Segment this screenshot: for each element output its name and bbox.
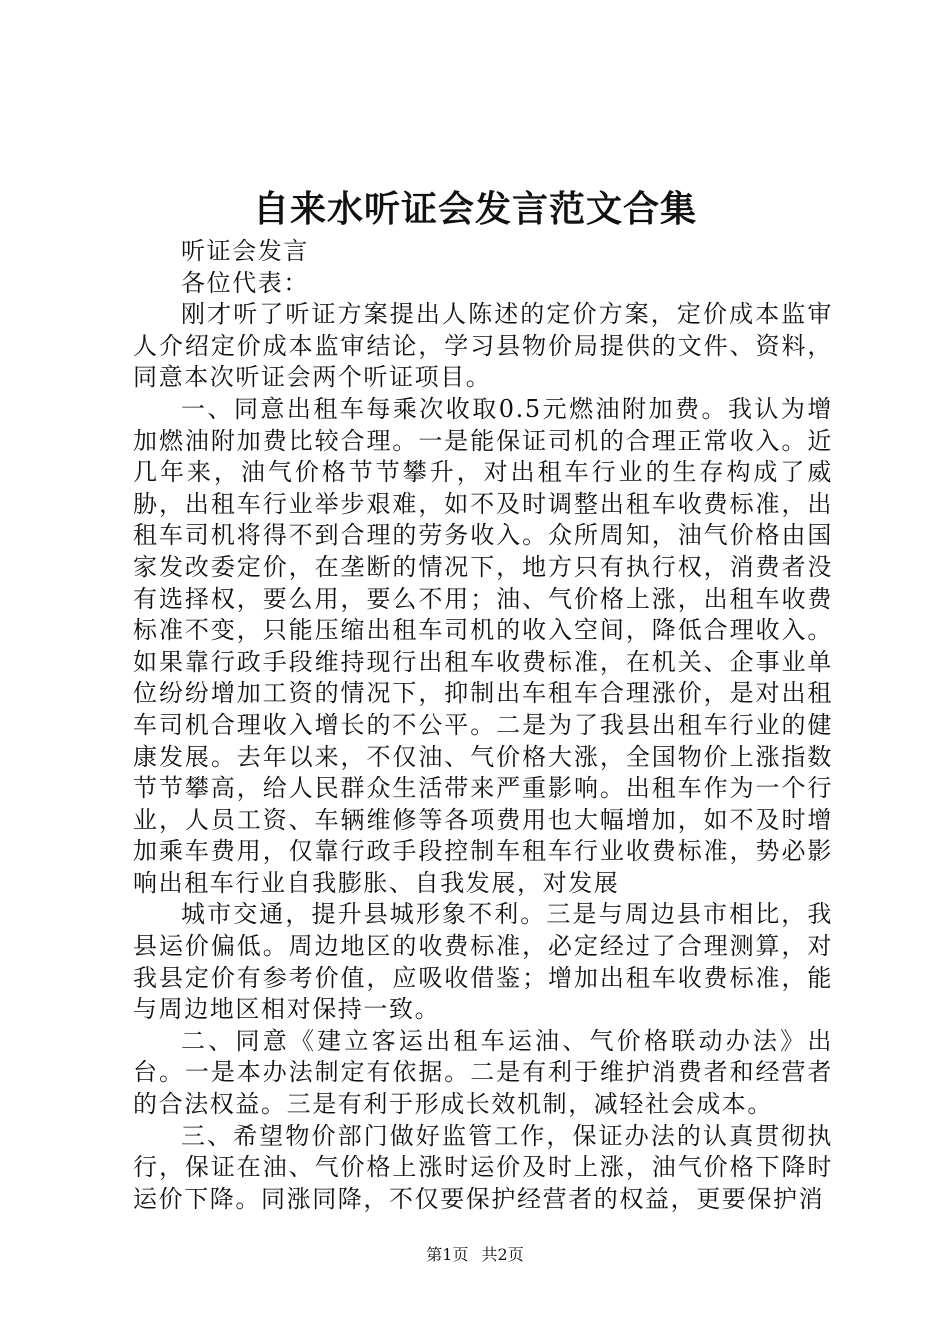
- document-title: 自来水听证会发言范文合集: [252, 188, 697, 230]
- page-total: 共2页: [481, 1245, 524, 1264]
- paragraph: 刚才听了听证方案提出人陈述的定价方案，定价成本监审人介绍定价成本监审结论，学习县物价局提供的文件、资料，同意本次听证会两个听证项目。: [133, 300, 833, 392]
- page-number: 第1页: [426, 1245, 469, 1264]
- page-footer: [0, 1243, 950, 1267]
- paragraph: 听证会发言: [181, 237, 309, 265]
- paragraph: 三、希望物价部门做好监管工作，保证办法的认真贯彻执行，保证在油、气价格上涨时运价及时上涨，油气价格下降时运价下降。同涨同降，不仅要保护经营者的权益，更要保护消: [133, 1121, 833, 1213]
- document-body: [133, 236, 833, 1215]
- paragraph: 各位代表：: [181, 268, 309, 297]
- paragraph: 城市交通，提升县城形象不利。三是与周边县市相比，我县运价偏低。周边地区的收费标准，必定经过了合理测算，对我县定价有参考价值，应吸收借鉴；增加出租车收费标准，能与周边地区相对保持一致。: [133, 900, 833, 1024]
- paragraph: 一、同意出租车每乘次收取0.5元燃油附加费。我认为增加燃油附加费比较合理。一是能保证司机的合理正常收入。近几年来，油气价格节节攀升，对出租车行业的生存构成了威胁，出租车行业举步艰难，如不及时调整出租车收费标准，出租车司机将得不到合理的劳务收入。众所周知，油气价格由国家发改委定价，在垄断的情况下，地方只有执行权，消费者没有选择权，要么用，要么不用；油、气价格上涨，出租车收费标准不变，只能压缩出租车司机的收入空间，降低合理收入。如果靠行政手段维持现行出租车收费标准，在机关、企事业单位纷纷增加工资的情况下，抑制出车租车合理涨价，是对出租车司机合理收入增长的不公平。二是为了我县出租车行业的健康发展。去年以来，不仅油、气价格大涨，全国物价上涨指数节节攀高，给人民群众生活带来严重影响。出租车作为一个行业，人员工资、车辆维修等各项费用也大幅增加，如不及时增加乘车费用，仅靠行政手段控制车租车行业收费标准，势必影响出租车行业自我膨胀、自我发展，对发展: [133, 394, 833, 897]
- paragraph: 二、同意《建立客运出租车运油、气价格联动办法》出台。一是本办法制定有依据。二是有利于维护消费者和经营者的合法权益。三是有利于形成长效机制，减轻社会成本。: [133, 1026, 833, 1119]
